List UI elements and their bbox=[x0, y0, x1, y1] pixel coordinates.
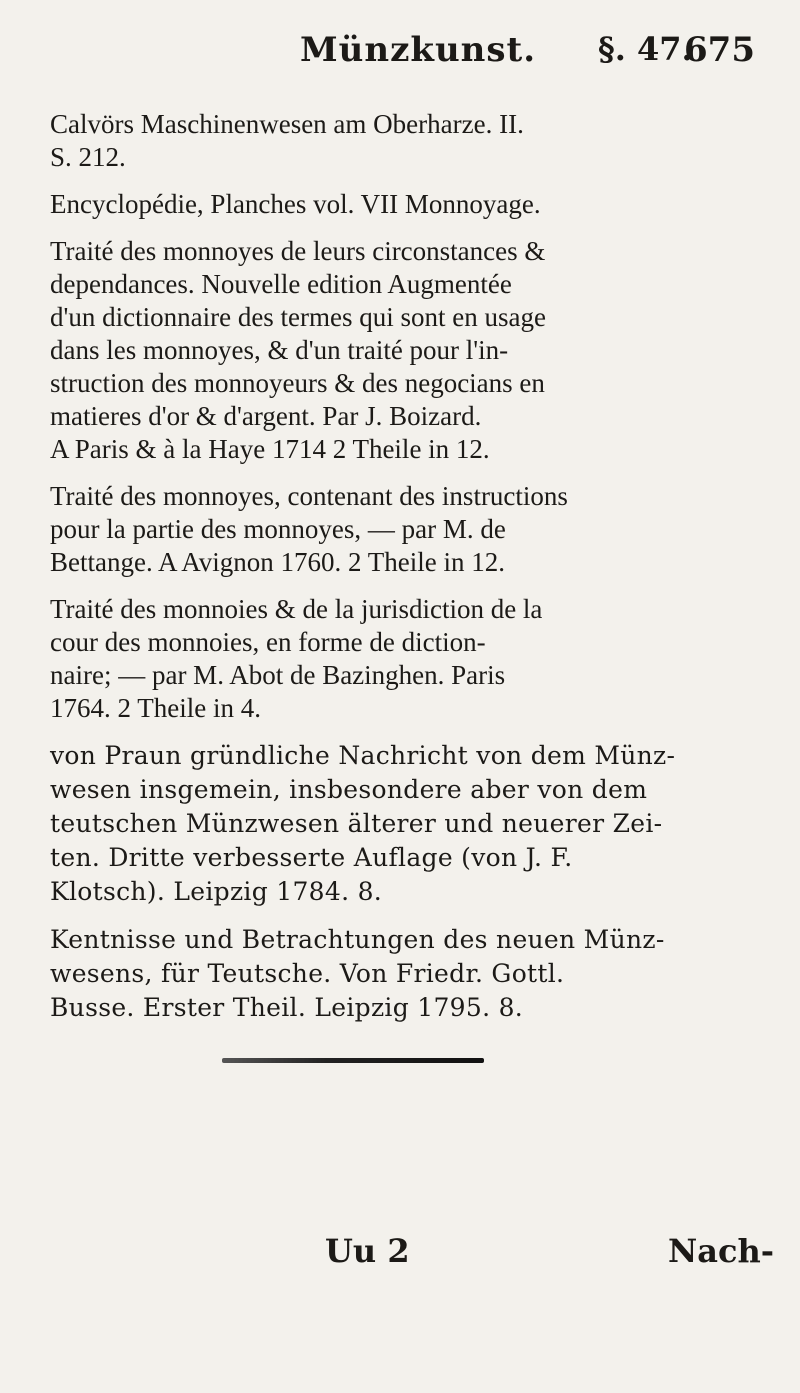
page-number: 675 bbox=[684, 30, 755, 70]
section-divider bbox=[222, 1058, 484, 1063]
bibliography-entry bbox=[50, 188, 770, 221]
entry-line: dans les monnoyes, & d'un traité pour l'in- bbox=[50, 335, 509, 365]
header-section: §. 47. bbox=[598, 30, 693, 68]
entry-line: A Paris & à la Haye 1714 2 Theile in 12. bbox=[50, 434, 490, 464]
entry-line: Bettange. A Avignon 1760. 2 Theile in 12. bbox=[50, 547, 505, 577]
running-header bbox=[0, 22, 800, 82]
entry-line: Traité des monnoies & de la jurisdiction de la bbox=[50, 594, 543, 624]
catchword: Nach- bbox=[668, 1232, 775, 1270]
entry-line: cour des monnoies, en forme de diction- bbox=[50, 627, 486, 657]
entry-line: pour la partie des monnoyes, — par M. de bbox=[50, 514, 506, 544]
entry-line: ten. Dritte verbesserte Auflage (von J. F. bbox=[50, 843, 573, 872]
bibliography-entry bbox=[50, 739, 770, 909]
entry-line: Busse. Erster Theil. Leipzig 1795. 8. bbox=[50, 993, 524, 1022]
entry-line: teutschen Münzwesen älterer und neuerer Zei- bbox=[50, 809, 663, 838]
entry-line: wesen insgemein, insbesondere aber von dem bbox=[50, 775, 648, 804]
bibliography-entry bbox=[50, 108, 770, 174]
entry-line: Traité des monnoyes de leurs circonstances & bbox=[50, 236, 546, 266]
bibliography-entry bbox=[50, 235, 770, 466]
bibliography-entry bbox=[50, 480, 770, 579]
entry-line: wesens, für Teutsche. Von Friedr. Gottl. bbox=[50, 959, 565, 988]
entry-line: d'un dictionnaire des termes qui sont en usage bbox=[50, 302, 546, 332]
page-footer bbox=[0, 1232, 800, 1282]
entry-line: Calvörs Maschinenwesen am Oberharze. II. bbox=[50, 109, 524, 139]
entry-line: dependances. Nouvelle edition Augmentée bbox=[50, 269, 512, 299]
entry-line: Traité des monnoyes, contenant des instructions bbox=[50, 481, 568, 511]
entry-line: 1764. 2 Theile in 4. bbox=[50, 693, 261, 723]
entry-line: struction des monnoyeurs & des negocians en bbox=[50, 368, 545, 398]
entry-line: von Praun gründliche Nachricht von dem Münz- bbox=[50, 741, 676, 770]
entry-line: matieres d'or & d'argent. Par J. Boizard. bbox=[50, 401, 482, 431]
bibliography-entry bbox=[50, 593, 770, 725]
signature-mark: Uu 2 bbox=[325, 1232, 410, 1270]
entry-line: Encyclopédie, Planches vol. VII Monnoyage. bbox=[50, 189, 541, 219]
entry-line: S. 212. bbox=[50, 142, 126, 172]
bibliography-list bbox=[50, 108, 770, 1039]
header-title: Münzkunst. bbox=[300, 30, 537, 70]
bibliography-entry bbox=[50, 923, 770, 1025]
entry-line: naire; — par M. Abot de Bazinghen. Paris bbox=[50, 660, 506, 690]
entry-line: Klotsch). Leipzig 1784. 8. bbox=[50, 877, 383, 906]
entry-line: Kentnisse und Betrachtungen des neuen Münz- bbox=[50, 925, 665, 954]
